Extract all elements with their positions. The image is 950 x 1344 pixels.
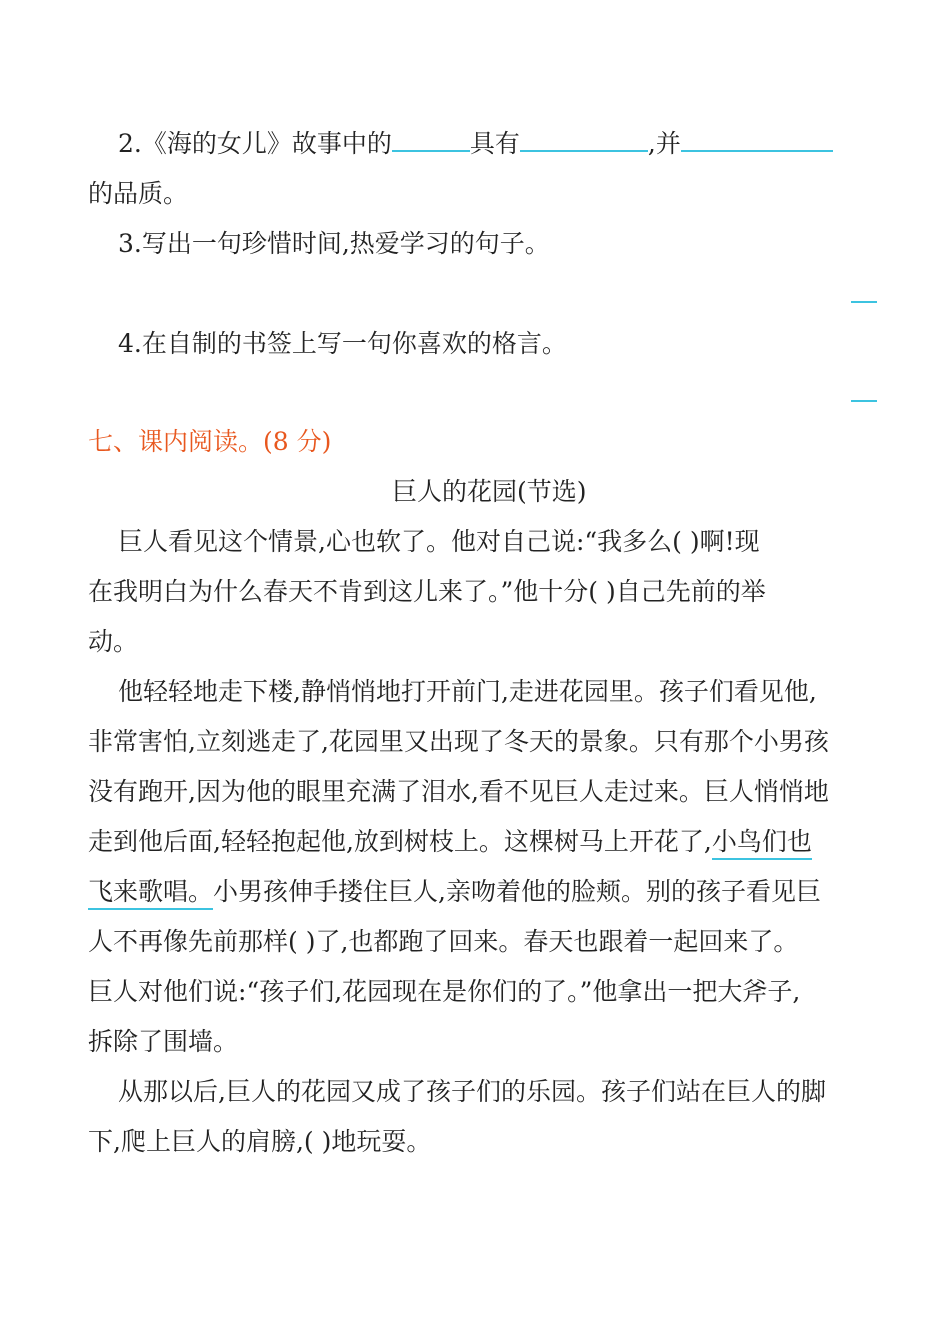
question-4-text: 4.在自制的书签上写一句你喜欢的格言。 [118, 329, 567, 358]
passage-line: 从那以后,巨人的花园又成了孩子们的乐园。孩子们站在巨人的脚 [118, 1077, 826, 1106]
question-3-text: 3.写出一句珍惜时间,热爱学习的句子。 [118, 229, 550, 258]
question-2-mid-2: ,并 [647, 129, 681, 158]
question-2-prefix: 2.《海的女儿》故事中的 [118, 129, 392, 158]
passage-text: 走到他后面,轻轻抱起他,放到树枝上。这棵树马上开花了, [88, 827, 712, 856]
passage-line: 巨人对他们说:“孩子们,花园现在是你们的了。”他拿出一把大斧子, [88, 977, 801, 1006]
passage-line: 他轻轻地走下楼,静悄悄地打开前门,走进花园里。孩子们看见他, [118, 677, 817, 706]
underlined-sentence-part-2: 飞来歌唱。 [88, 877, 213, 910]
passage-title: 巨人的花园(节选) [392, 477, 587, 506]
answer-line-q3[interactable] [851, 301, 877, 303]
passage-text: 小男孩伸手搂住巨人,亲吻着他的脸颊。别的孩子看见巨 [213, 877, 821, 906]
passage-line: 非常害怕,立刻逃走了,花园里又出现了冬天的景象。只有那个小男孩 [88, 727, 829, 756]
question-2-line-1 [118, 128, 833, 160]
passage-line: 在我明白为什么春天不肯到这儿来了。”他十分( )自己先前的举 [88, 577, 766, 606]
passage-line: 没有跑开,因为他的眼里充满了泪水,看不见巨人走过来。巨人悄悄地 [88, 777, 829, 806]
passage-line: 人不再像先前那样( )了,也都跑了回来。春天也跟着一起回来了。 [88, 927, 799, 956]
answer-blank-1[interactable] [392, 128, 470, 152]
passage-line: 拆除了围墙。 [88, 1027, 239, 1056]
passage-line: 动。 [88, 627, 139, 656]
passage-line [88, 826, 812, 858]
answer-blank-3[interactable] [681, 128, 833, 152]
passage-line: 巨人看见这个情景,心也软了。他对自己说:“我多么( )啊!现 [118, 527, 760, 556]
answer-line-q4[interactable] [851, 400, 877, 402]
question-2-line-2: 的品质。 [88, 179, 189, 208]
question-2-mid-1: 具有 [469, 129, 520, 158]
section-title: 七、课内阅读。(8 分) [88, 427, 332, 456]
answer-blank-2[interactable] [520, 128, 648, 152]
underlined-sentence-part-1: 小鸟们也 [712, 827, 812, 860]
passage-line: 下,爬上巨人的肩膀,( )地玩耍。 [88, 1127, 432, 1156]
passage-line [88, 876, 821, 908]
